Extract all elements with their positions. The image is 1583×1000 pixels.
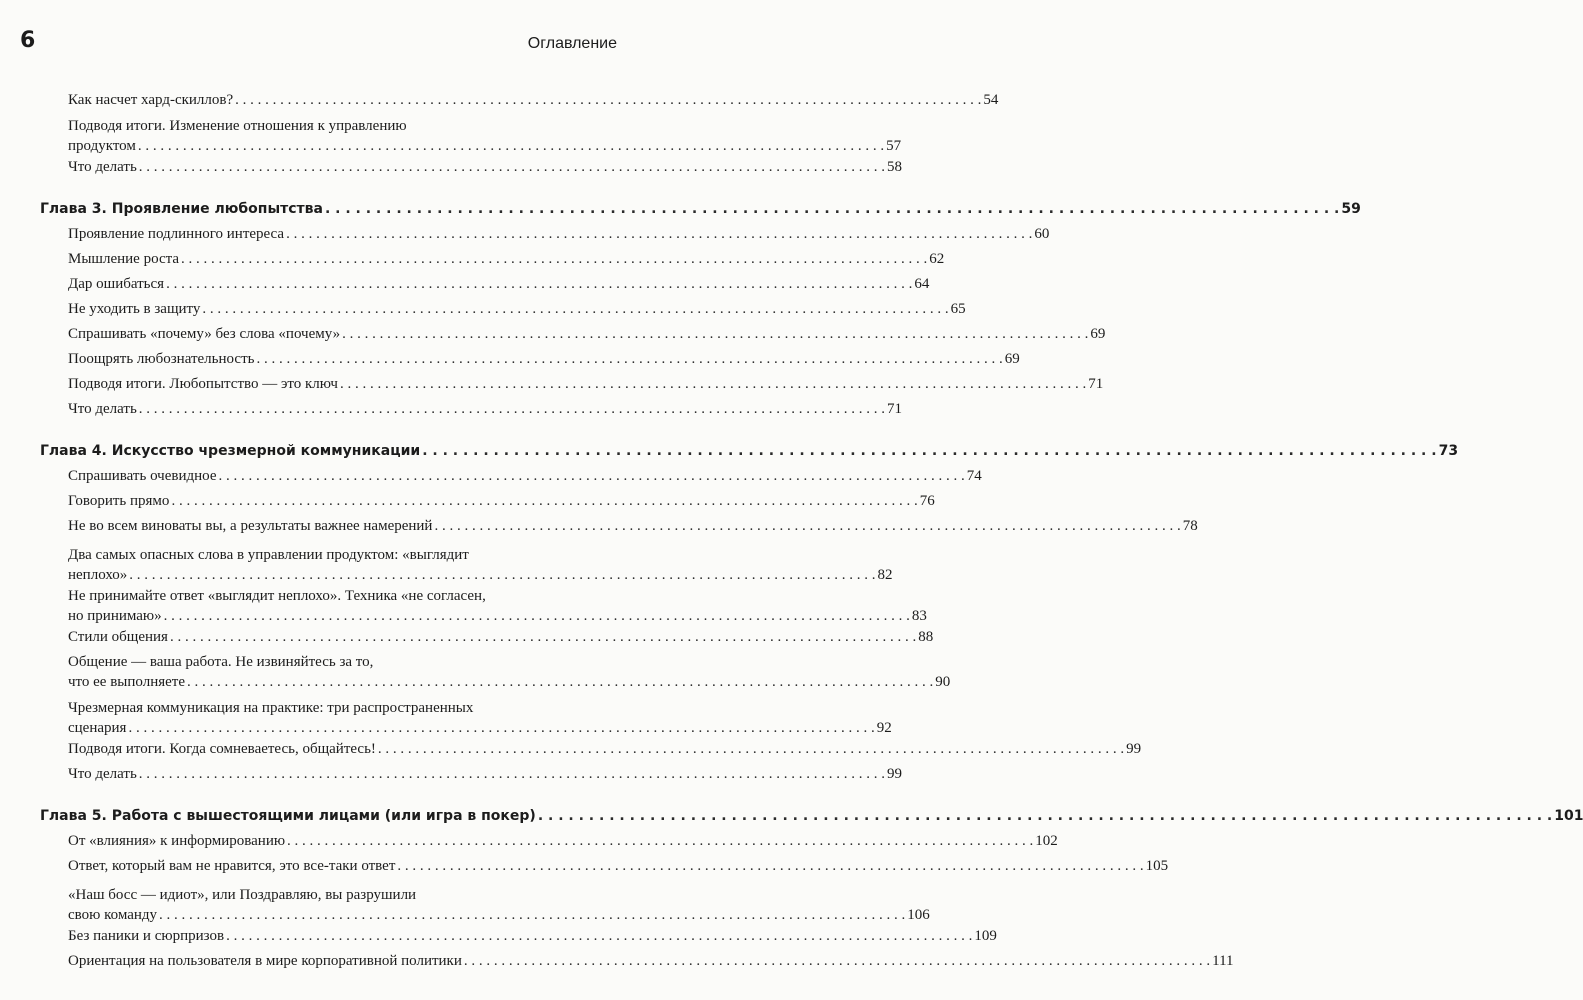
toc-entry-title: Поощрять любознательность: [68, 351, 255, 367]
toc-entry[interactable]: [68, 349, 1020, 369]
toc-entry[interactable]: [68, 324, 1106, 344]
toc-page-number: 54: [983, 92, 999, 108]
toc-entry[interactable]: [68, 764, 903, 784]
toc-page-number: 76: [919, 493, 935, 509]
dot-leader: [422, 441, 1436, 461]
toc-entry[interactable]: [68, 698, 892, 738]
toc-page-number: 64: [914, 276, 930, 292]
toc-page-number: 71: [1088, 376, 1104, 392]
toc-entry[interactable]: [68, 926, 997, 946]
toc-entry-title: Стили общения: [68, 629, 168, 645]
toc-entry-title: Не уходить в защиту: [68, 301, 201, 317]
dot-leader: [287, 831, 1033, 851]
dot-leader: [340, 374, 1086, 394]
toc-chapter-entry[interactable]: [40, 441, 1459, 461]
toc-entry[interactable]: [68, 90, 999, 110]
toc-entry[interactable]: [68, 116, 902, 156]
dot-leader: [139, 764, 885, 784]
toc-entry-title: Глава 5. Работа с вышестоящими лицами (или игра в покер): [40, 808, 536, 824]
dot-leader: [170, 627, 916, 647]
toc-page-number: 60: [1034, 226, 1050, 242]
toc-entry[interactable]: [68, 516, 1198, 536]
toc-entry[interactable]: [68, 885, 930, 925]
toc-entry-title: Проявление подлинного интереса: [68, 226, 285, 242]
toc-entry[interactable]: [68, 627, 934, 647]
toc-entry-title: Спрашивать «почему» без слова «почему»: [68, 326, 341, 342]
toc-page-number: 74: [966, 468, 982, 484]
toc-entry-title: что ее выполняете: [68, 674, 185, 690]
dot-leader: [187, 672, 933, 692]
toc-entry-title: сценария: [68, 720, 127, 736]
toc-page-number: 92: [876, 720, 892, 736]
toc-entry-title: неплохо»: [68, 567, 128, 583]
dot-leader: [128, 718, 874, 738]
toc-entry-title: но принимаю»: [68, 608, 162, 624]
toc-page-number: 88: [918, 629, 934, 645]
toc-entry[interactable]: [68, 545, 893, 585]
toc-entry[interactable]: [68, 586, 927, 626]
toc-page-number: 58: [887, 159, 903, 175]
dot-leader: [181, 249, 927, 269]
toc-page-number: 62: [929, 251, 945, 267]
toc-entry-title: Что делать: [68, 401, 137, 417]
toc-entry[interactable]: [68, 491, 935, 511]
dot-leader: [464, 951, 1210, 971]
dot-leader: [325, 199, 1339, 219]
toc-entry-title-line: Не принимайте ответ «выглядит неплохо». Техника «не согласен,: [68, 588, 486, 604]
toc-entry-title: Что делать: [68, 766, 137, 782]
toc-entry-title: Как насчет хард-скиллов?: [68, 92, 234, 108]
toc-entry[interactable]: [68, 831, 1058, 851]
dot-leader: [342, 324, 1088, 344]
toc-page-number: 90: [935, 674, 951, 690]
toc-entry-title: Мышление роста: [68, 251, 179, 267]
toc-entry-title: Без паники и сюрпризов: [68, 928, 225, 944]
toc-entry-title: Спрашивать очевидное: [68, 468, 217, 484]
toc-entry[interactable]: [68, 157, 903, 177]
toc-chapter-entry[interactable]: [40, 806, 1583, 826]
toc-page-number: 83: [911, 608, 927, 624]
dot-leader: [138, 136, 884, 156]
toc-page-number: 105: [1145, 858, 1169, 874]
toc-entry-title-line: «Наш босс — идиот», или Поздравляю, вы разрушили: [68, 887, 417, 903]
dot-leader: [256, 349, 1002, 369]
toc-page-number: 78: [1182, 518, 1198, 534]
toc-entry-title: Дар ошибаться: [68, 276, 165, 292]
toc-page-number: 69: [1090, 326, 1106, 342]
toc-chapter-entry[interactable]: [40, 199, 1361, 219]
dot-leader: [378, 739, 1124, 759]
toc-entry[interactable]: [68, 652, 951, 692]
toc-entry-title: Подводя итоги. Любопытство — это ключ: [68, 376, 338, 392]
dot-leader: [171, 491, 917, 511]
dot-leader: [139, 399, 885, 419]
toc-entry-title: Ориентация на пользователя в мире корпоративной политики: [68, 953, 462, 969]
toc-entry-title: От «влияния» к информированию: [68, 833, 286, 849]
toc-page-number: 65: [950, 301, 966, 317]
dot-leader: [219, 466, 965, 486]
toc-entry[interactable]: [68, 466, 982, 486]
dot-leader: [159, 905, 905, 925]
dot-leader: [235, 90, 981, 110]
dot-leader: [166, 274, 912, 294]
toc-entry-title-line: Чрезмерная коммуникация на практике: три распространенных: [68, 700, 474, 716]
toc-entry[interactable]: [68, 299, 966, 319]
toc-entry-title-line: Два самых опасных слова в управлении продуктом: «выглядит: [68, 547, 469, 563]
toc-entry-title: Говорить прямо: [68, 493, 170, 509]
toc-entry-title: Что делать: [68, 159, 137, 175]
dot-leader: [397, 856, 1143, 876]
dot-leader: [202, 299, 948, 319]
dot-leader: [434, 516, 1180, 536]
toc-entry[interactable]: [68, 739, 1142, 759]
toc-page-number: 82: [877, 567, 893, 583]
toc-entry-title: Подводя итоги. Когда сомневаетесь, общайтесь!: [68, 741, 376, 757]
toc-page-number: 109: [974, 928, 997, 944]
running-head: Оглавление: [527, 35, 617, 52]
toc-page-number: 71: [887, 401, 903, 417]
dot-leader: [139, 157, 885, 177]
toc-entry[interactable]: [68, 224, 1050, 244]
toc-page-number: 57: [886, 138, 902, 154]
toc-entry[interactable]: [68, 951, 1234, 971]
dot-leader: [226, 926, 972, 946]
toc-entry[interactable]: [68, 274, 930, 294]
toc-page-number: 73: [1438, 443, 1459, 459]
toc-page-number: 99: [887, 766, 903, 782]
toc-entry-title-line: Общение — ваша работа. Не извиняйтесь за то,: [68, 654, 374, 670]
dot-leader: [164, 606, 910, 626]
toc-page-number: 111: [1212, 953, 1234, 969]
toc-page-number: 99: [1126, 741, 1142, 757]
toc-page-number: 69: [1004, 351, 1020, 367]
toc-entry[interactable]: [68, 399, 903, 419]
toc-entry-title: свою команду: [68, 907, 158, 923]
toc-entry-title: продуктом: [68, 138, 136, 154]
dot-leader: [538, 806, 1552, 826]
toc-entry[interactable]: [68, 374, 1104, 394]
toc-entry-title: Глава 3. Проявление любопытства: [40, 201, 323, 217]
toc-entry-title-line: Подводя итоги. Изменение отношения к управлению: [68, 118, 407, 134]
dot-leader: [129, 565, 875, 585]
toc-entry[interactable]: [68, 249, 945, 269]
toc-page-number: 106: [907, 907, 930, 923]
toc-entry-title: Ответ, который вам не нравится, это все-таки ответ: [68, 858, 396, 874]
toc-entry[interactable]: [68, 856, 1169, 876]
toc-page-number: 101: [1554, 808, 1583, 824]
toc-page-number: 59: [1341, 201, 1361, 217]
dot-leader: [286, 224, 1032, 244]
page-number: 6: [20, 28, 36, 53]
toc-page-number: 102: [1035, 833, 1058, 849]
toc-entry-title: Не во всем виноваты вы, а результаты важнее намерений: [68, 518, 433, 534]
toc-entry-title: Глава 4. Искусство чрезмерной коммуникации: [40, 443, 421, 459]
